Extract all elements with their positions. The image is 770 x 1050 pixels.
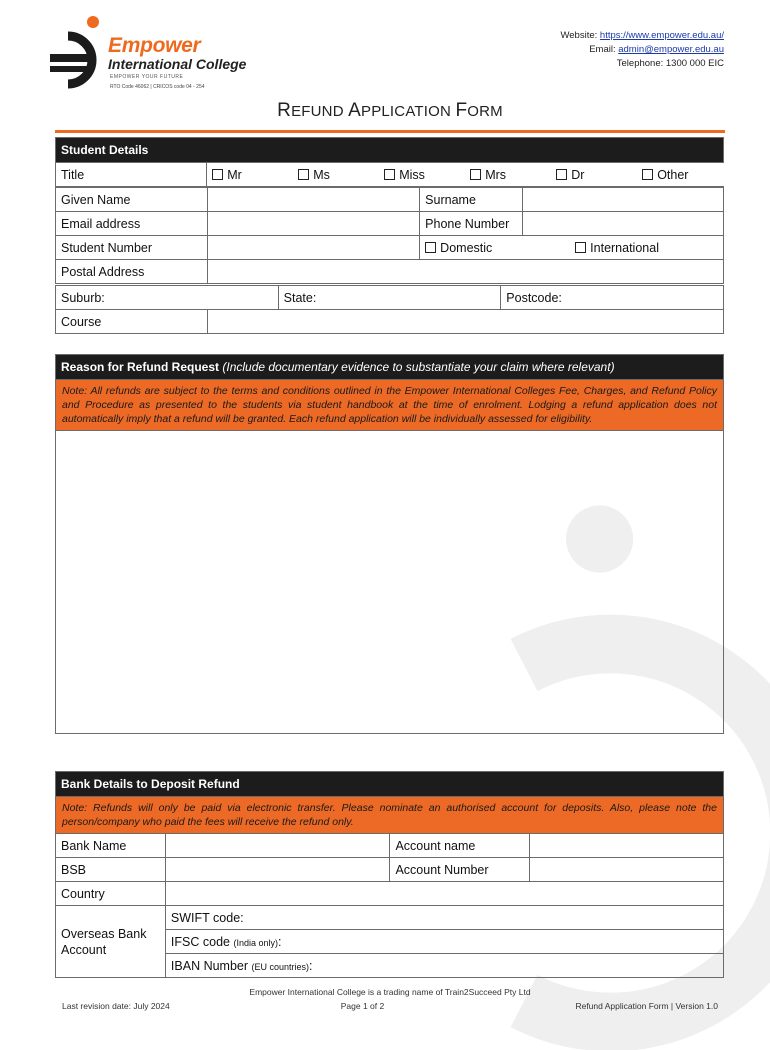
bank-heading: Bank Details to Deposit Refund <box>56 772 724 797</box>
checkbox-icon[interactable] <box>642 169 653 180</box>
option-label: International <box>590 240 659 255</box>
option-label: Mr <box>227 167 242 182</box>
bsb-field[interactable] <box>165 858 390 882</box>
bank-name-field[interactable] <box>165 834 390 858</box>
footer-revision: Last revision date: July 2024 <box>62 1001 170 1011</box>
phone-label: Phone Number <box>420 212 523 236</box>
option-label: Ms <box>313 167 330 182</box>
brand-name: Empower <box>108 34 201 57</box>
course-label: Course <box>56 310 208 334</box>
email-field[interactable] <box>207 212 419 236</box>
swift-label: SWIFT code: <box>170 910 244 925</box>
ifsc-note: (India only) <box>233 937 278 948</box>
iban-label: IBAN Number <box>170 958 249 973</box>
residency-options <box>420 236 724 260</box>
checkbox-icon[interactable] <box>384 169 395 180</box>
email-link[interactable]: admin@empower.edu.au <box>618 44 724 55</box>
student-number-label: Student Number <box>56 236 208 260</box>
student-details-table <box>55 137 724 187</box>
postcode-field[interactable] <box>501 286 724 310</box>
phone-field[interactable] <box>523 212 724 236</box>
student-details-heading: Student Details <box>56 138 724 163</box>
bsb-label: BSB <box>56 858 166 882</box>
college-logo <box>46 14 286 94</box>
bank-name-label: Bank Name <box>56 834 166 858</box>
checkbox-icon[interactable] <box>298 169 309 180</box>
option-label: Miss <box>399 167 425 182</box>
given-name-field[interactable] <box>207 188 419 212</box>
international-option[interactable] <box>575 241 659 255</box>
title-option-ms[interactable] <box>298 168 384 182</box>
website-link[interactable]: https://www.empower.edu.au/ <box>599 30 724 41</box>
iban-field[interactable]: IBAN Number (EU countries): <box>165 954 723 978</box>
reason-heading-note: (Include documentary evidence to substantiate your claim where relevant) <box>222 360 615 374</box>
suburb-field[interactable] <box>56 286 279 310</box>
footer-page: Page 1 of 2 <box>340 1001 385 1011</box>
option-label: Mrs <box>485 167 507 182</box>
ifsc-label: IFSC code <box>170 934 230 949</box>
checkbox-icon[interactable] <box>575 242 586 253</box>
option-label: Other <box>657 167 689 182</box>
logo-mark-icon <box>46 14 106 94</box>
iban-note: (EU countries) <box>251 961 310 972</box>
domestic-option[interactable] <box>425 241 575 255</box>
country-field[interactable] <box>165 882 723 906</box>
student-address-grid <box>55 285 724 334</box>
option-label: Dr <box>571 167 585 182</box>
checkbox-icon[interactable] <box>425 242 436 253</box>
title-option-mr[interactable] <box>212 168 298 182</box>
surname-field[interactable] <box>523 188 724 212</box>
country-label: Country <box>56 882 166 906</box>
reason-table <box>55 354 724 734</box>
footer-trading: Empower International College is a trading name of Train2Succeed Pty Ltd <box>249 987 531 997</box>
title-option-other[interactable] <box>642 168 688 182</box>
email-label: Email: <box>589 44 616 55</box>
title-part: R <box>277 100 292 121</box>
brand-codes: RTO Code 46062 | CRICOS code 04 - 254 <box>110 84 205 90</box>
title-option-mrs[interactable] <box>470 168 556 182</box>
account-number-label: Account Number <box>390 858 530 882</box>
title-part: F <box>455 100 468 121</box>
suburb-label: Suburb: <box>61 290 105 305</box>
state-field[interactable] <box>278 286 501 310</box>
state-label: State: <box>283 290 317 305</box>
telephone-text: Telephone: 1300 000 EIC <box>616 58 724 69</box>
account-name-field[interactable] <box>530 834 724 858</box>
reason-note: Note: All refunds are subject to the terms and conditions outlined in the Empower International Colleges Fee, Charges, and Refund Policy and Procedure as presented to the students via student handbook at the time of enrolment. Lodging a refund application does not automatically imply that a refund will be granted. Each refund application will be individually assessed for eligibility. <box>56 380 724 431</box>
checkbox-icon[interactable] <box>470 169 481 180</box>
bank-note: Note: Refunds will only be paid via electronic transfer. Please nominate an authorised account for deposits. Also, please note the person/company who paid the fees will receive the refund only. <box>56 797 724 834</box>
given-name-label: Given Name <box>56 188 208 212</box>
postal-address-field[interactable] <box>207 260 723 284</box>
title-part: A <box>348 100 361 121</box>
reason-textarea[interactable] <box>56 431 724 734</box>
reason-heading <box>56 355 724 380</box>
reason-heading-text: Reason for Refund Request <box>61 360 220 374</box>
postal-address-label: Postal Address <box>56 260 208 284</box>
title-label: Title <box>56 163 207 187</box>
postcode-label: Postcode: <box>506 290 562 305</box>
course-field[interactable] <box>207 310 723 334</box>
swift-field[interactable] <box>165 906 723 930</box>
student-number-field[interactable] <box>207 236 419 260</box>
contact-block <box>560 29 724 71</box>
option-label: Domestic <box>440 240 493 255</box>
overseas-label: Overseas Bank Account <box>56 906 166 978</box>
brand-subtitle: International College <box>108 56 247 72</box>
checkbox-icon[interactable] <box>212 169 223 180</box>
title-option-dr[interactable] <box>556 168 642 182</box>
brand-tagline: EMPOWER YOUR FUTURE <box>110 74 184 80</box>
title-divider <box>55 130 725 133</box>
footer-version: Refund Application Form | Version 1.0 <box>575 1001 718 1011</box>
title-option-miss[interactable] <box>384 168 470 182</box>
form-title <box>0 100 770 122</box>
title-part: EFUND <box>291 103 349 120</box>
surname-label: Surname <box>420 188 523 212</box>
title-options <box>207 163 724 187</box>
title-part: ORM <box>467 103 503 120</box>
title-part: PPLICATION <box>360 103 456 120</box>
checkbox-icon[interactable] <box>556 169 567 180</box>
email-label: Email address <box>56 212 208 236</box>
website-label: Website: <box>560 30 598 41</box>
bank-table <box>55 771 724 978</box>
ifsc-field[interactable]: IFSC code (India only): <box>165 930 723 954</box>
account-number-field[interactable] <box>530 858 724 882</box>
student-details-grid <box>55 187 724 284</box>
account-name-label: Account name <box>390 834 530 858</box>
